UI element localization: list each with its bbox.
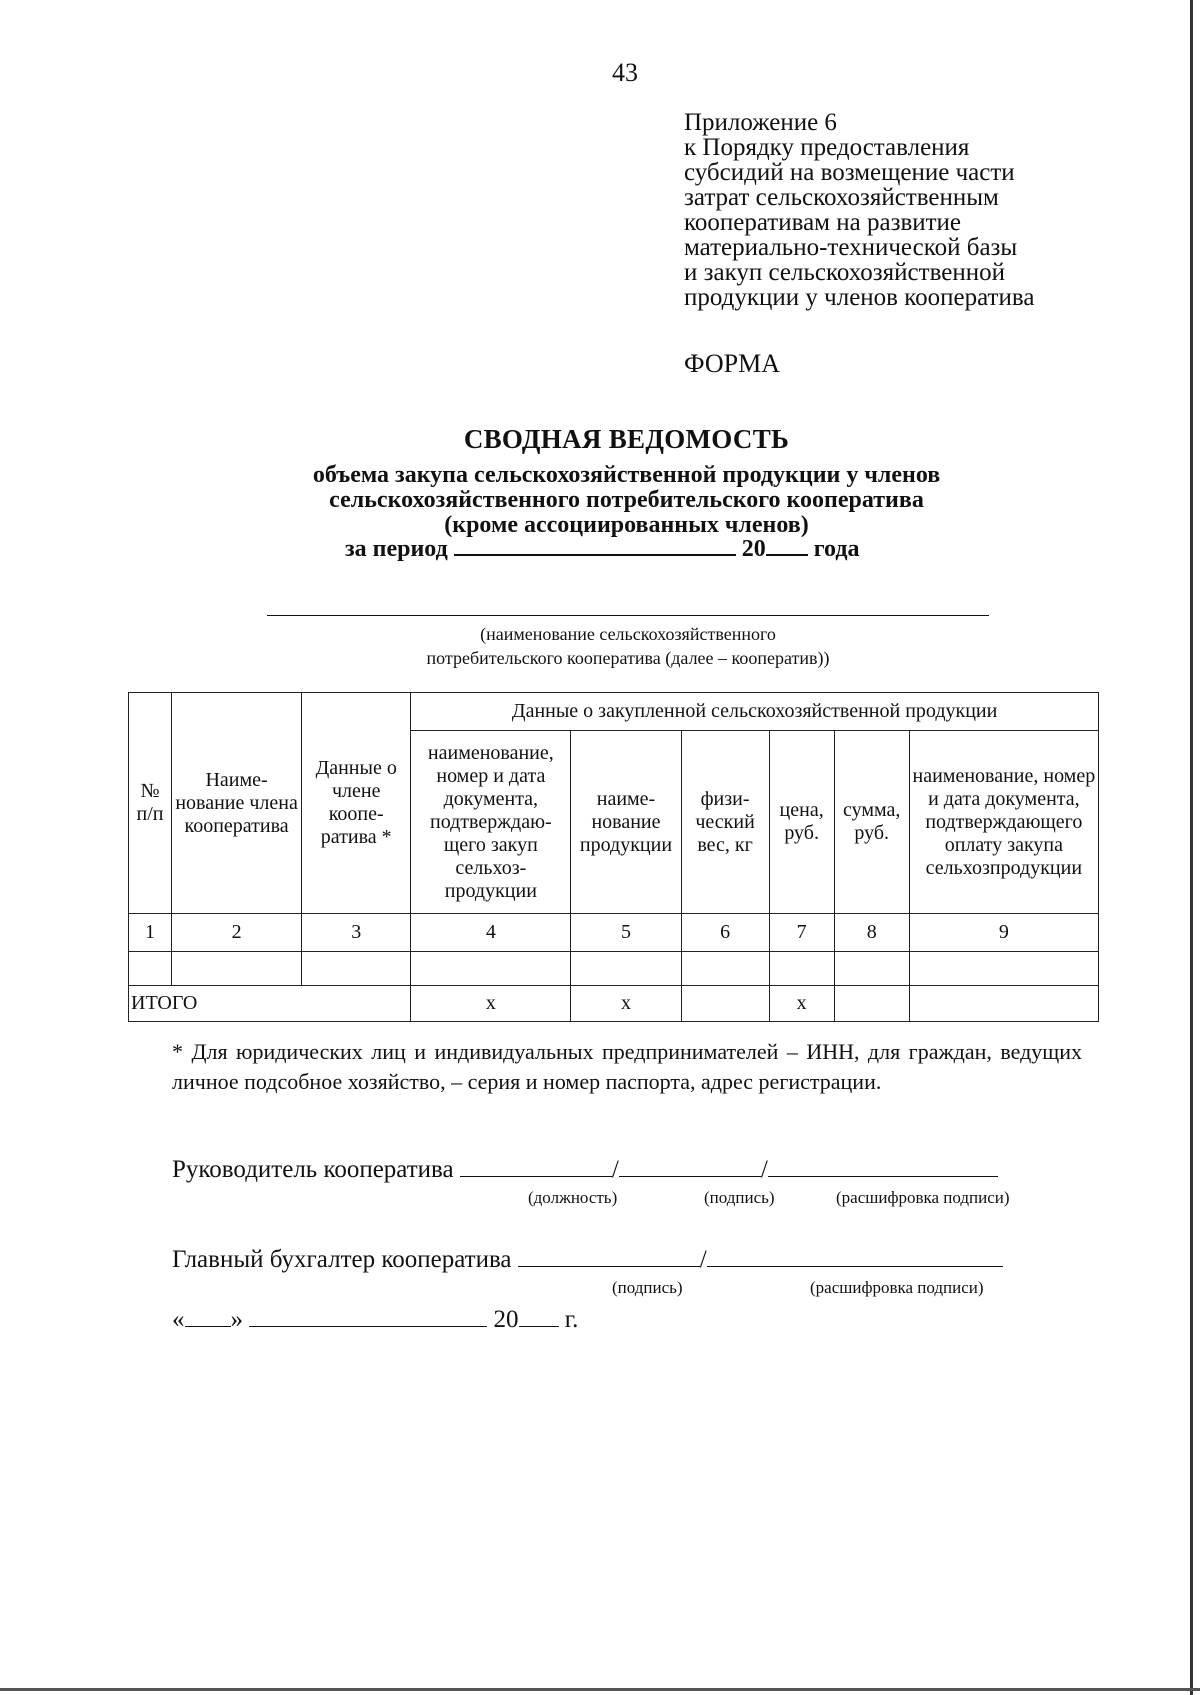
head-decoding-caption: (расшифровка подписи) [836,1188,1010,1207]
head-signature-blank[interactable] [619,1156,761,1177]
document-title: СВОДНАЯ ВЕДОМОСТЬ [463,424,790,454]
footnote: * Для юридических лиц и индивидуальных предпринимателей – ИНН, для граждан, ведущих личное подсобное хозяйство, – серия и номер паспорта, адрес регистрации. [172,1039,1082,1094]
appendix-line: продукции у членов кооператива [684,284,1035,311]
header-product-name: наиме-нование продукции [571,731,681,914]
table-header-row [129,693,1099,731]
appendix-line: материально-технической базы [684,234,1018,261]
column-number: 2 [172,914,302,952]
column-number: 4 [411,914,571,952]
total-cell[interactable] [834,986,909,1022]
date-line [172,1306,578,1334]
table-cell[interactable] [834,952,909,986]
table-cell[interactable] [302,952,411,986]
document-subtitle [0,463,1200,538]
table-cell[interactable] [172,952,302,986]
table-row [129,952,1099,986]
head-decoding-blank[interactable] [768,1156,998,1177]
table-cell[interactable] [129,952,172,986]
accountant-signature-caption: (подпись) [612,1278,683,1297]
slash: / [611,1156,619,1183]
header-price: цена, руб. [769,731,834,914]
cooperative-name-caption [0,622,1200,670]
total-cell: х [571,986,681,1022]
total-cell: х [411,986,571,1022]
caption-line: (наименование сельскохозяйственного [480,624,776,644]
column-number: 8 [834,914,909,952]
column-number: 9 [909,914,1098,952]
period-suffix: года [813,536,860,562]
total-cell[interactable] [909,986,1098,1022]
header-purchased-products: Данные о закупленной сельскохозяйственной продукции [411,693,1099,731]
date-year-blank[interactable] [519,1306,559,1327]
column-number: 5 [571,914,681,952]
appendix-line: кооперативам на развитие [684,209,962,236]
period-blank[interactable] [454,536,736,556]
appendix-line: к Порядку предоставления [684,134,970,161]
column-number: 1 [129,914,172,952]
appendix-line: субсидий на возмещение части [684,159,1015,186]
scan-border-bottom [0,1688,1200,1691]
column-number: 7 [769,914,834,952]
subtitle-line: (кроме ассоциированных членов) [444,512,809,538]
slash: / [699,1246,707,1273]
date-year-suffix: г. [564,1306,579,1333]
total-cell: х [769,986,834,1022]
table-cell[interactable] [769,952,834,986]
header-sum: сумма, руб. [834,731,909,914]
total-label: ИТОГО [129,986,411,1022]
header-num: № п/п [129,693,172,914]
appendix-block [684,110,1034,310]
date-year-prefix: 20 [493,1306,519,1333]
accountant-signature-line [172,1246,1003,1274]
accountant-label: Главный бухгалтер кооператива [172,1246,512,1273]
period-year-blank[interactable] [766,536,808,556]
head-signature-line [172,1156,998,1184]
date-month-blank[interactable] [249,1306,487,1327]
subtitle-line: объема закупа сельскохозяйственной продукции у членов [312,462,941,488]
header-weight: физи-ческий вес, кг [681,731,769,914]
head-position-caption: (должность) [528,1188,618,1207]
date-day-blank[interactable] [185,1306,231,1327]
date-close-quote: » [230,1306,243,1333]
header-member-name: Наиме-нование члена кооператива [172,693,302,914]
appendix-line: и закуп сельскохозяйственной [684,259,1005,286]
table-cell[interactable] [411,952,571,986]
header-member-data: Данные о члене коопе-ратива * [302,693,411,914]
form-label: ФОРМА [684,349,780,378]
appendix-line: затрат сельскохозяйственным [684,184,999,211]
column-number: 3 [302,914,411,952]
head-label: Руководитель кооператива [172,1156,454,1183]
total-row [129,986,1099,1022]
header-payment-document: наименование, номер и дата документа, подтверждающего оплату закупа сельхозпродукции [909,731,1098,914]
appendix-line: Приложение 6 [684,109,837,136]
subtitle-line: сельскохозяйственного потребительского кооператива [329,487,924,513]
accountant-decoding-caption: (расшифровка подписи) [810,1278,984,1297]
header-document: наименование, номер и дата документа, подтверждаю-щего закуп сельхоз-продукции [411,731,571,914]
cooperative-name-line[interactable] [267,615,989,616]
column-number: 6 [681,914,769,952]
table-cell[interactable] [571,952,681,986]
accountant-decoding-blank[interactable] [707,1246,1003,1267]
period-year-prefix: 20 [741,536,766,562]
table-cell[interactable] [909,952,1098,986]
period-line [345,536,860,563]
scan-border-right [1190,0,1193,1695]
date-open-quote: « [172,1306,185,1333]
period-prefix: за период [345,536,448,562]
table-cell[interactable] [681,952,769,986]
total-cell[interactable] [681,986,769,1022]
head-position-blank[interactable] [460,1156,612,1177]
accountant-signature-blank[interactable] [518,1246,700,1267]
slash: / [760,1156,768,1183]
summary-table [128,692,1099,1022]
page-number: 43 [612,58,638,87]
column-number-row [129,914,1099,952]
head-signature-caption: (подпись) [704,1188,775,1207]
caption-line: потребительского кооператива (далее – кооператив)) [426,648,830,668]
